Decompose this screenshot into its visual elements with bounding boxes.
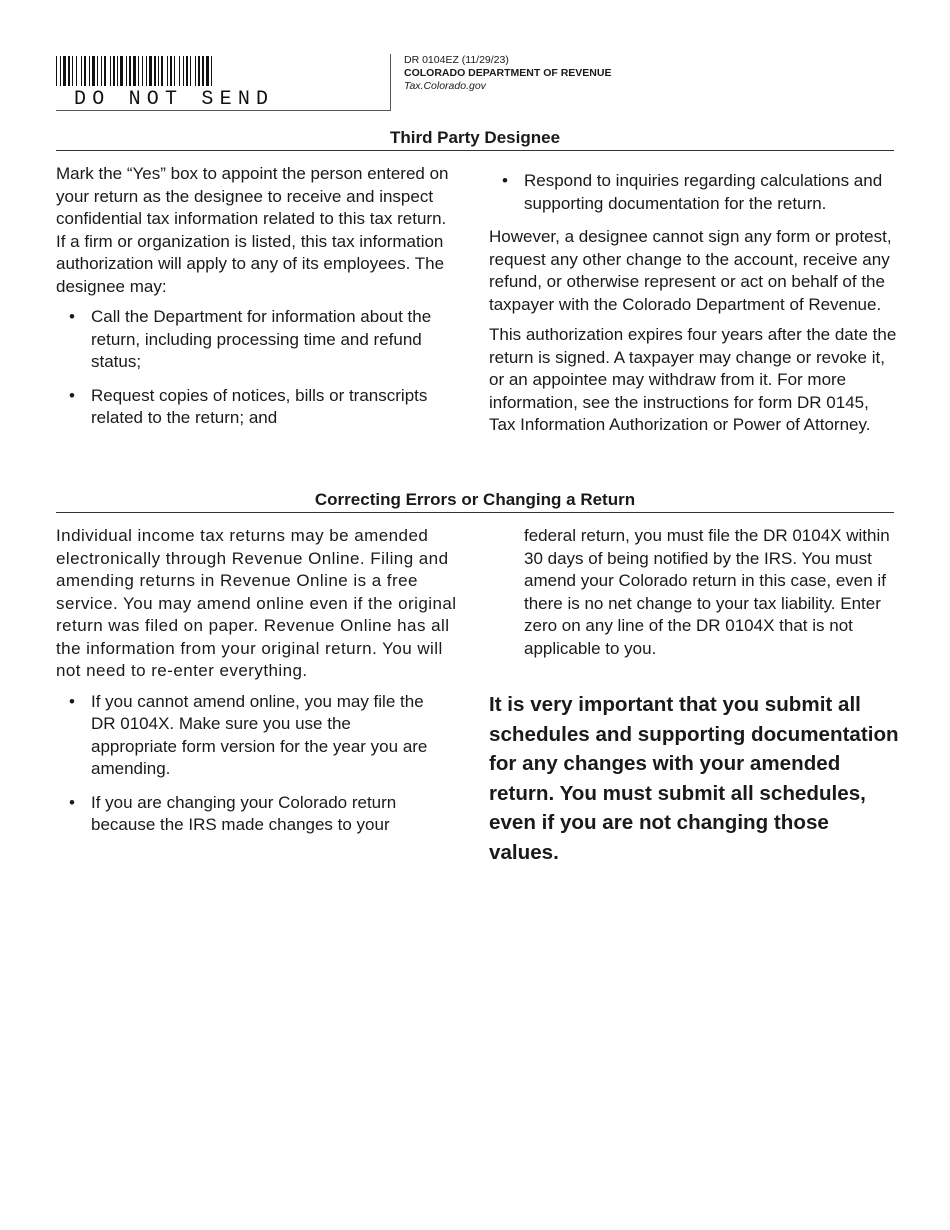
list-item: • If you are changing your Colorado return because the IRS made changes to your — [69, 792, 397, 834]
barcode-box — [56, 54, 391, 111]
form-id: DR 0104EZ (11/29/23) — [404, 54, 509, 66]
designee-limitations: However, a designee cannot sign any form or protest, request any other change to the account, receive any refund, or otherwise represent or act on behalf of the taxpayer with the Colorado Department of Revenue. — [489, 227, 892, 314]
website-link[interactable]: Tax.Colorado.gov — [404, 80, 486, 92]
important-notice: It is very important that you submit all schedules and supporting documentation for any changes with your amended return. You must submit all schedules, even if you are not changing those values. — [489, 693, 899, 864]
amend-bullet-list — [56, 691, 468, 837]
department-name: COLORADO DEPARTMENT OF REVENUE — [404, 67, 612, 79]
correcting-intro: Individual income tax returns may be amended electronically through Revenue Online. Filing and amending returns in Revenue Online is a free service. You may amend online even if the original return was filed on paper. Revenue Online has all the information from your original return. You will not need to re-enter everything. — [56, 526, 457, 680]
designee-bullet-list-continued — [489, 170, 899, 215]
third-party-right-column — [489, 170, 899, 445]
section-title-third-party: Third Party Designee — [389, 128, 561, 147]
do-not-send-label: DO NOT SEND — [74, 88, 275, 111]
third-party-left-column — [56, 163, 456, 441]
correcting-left-column — [56, 525, 468, 848]
barcode-graphic — [56, 54, 281, 88]
section-divider — [56, 512, 894, 513]
section-divider — [56, 150, 894, 151]
irs-changes-continued: federal return, you must file the DR 0104X within 30 days of being notified by the IRS. You must amend your Colorado return in this case, even if there is no net change to your tax liability. Enter zero on any line of the DR 0104X that is not applicable to you. — [524, 526, 890, 658]
list-item: • Respond to inquiries regarding calculations and supporting documentation for the return. — [502, 171, 883, 213]
section-title-correcting: Correcting Errors or Changing a Return — [314, 490, 636, 509]
list-item: • Request copies of notices, bills or transcripts related to the return; and — [69, 385, 428, 427]
form-header — [404, 54, 611, 93]
list-item: • If you cannot amend online, you may file the DR 0104X. Make sure you use the appropriate form version for the year you are amending. — [69, 691, 428, 778]
list-item: • Call the Department for information about the return, including processing time and refund status; — [69, 307, 432, 371]
third-party-intro: Mark the “Yes” box to appoint the person entered on your return as the designee to receive and inspect confidential tax information related to this tax return. If a firm or organization is listed, this tax information authorization will apply to any of its employees. The designee may: — [56, 164, 449, 296]
bullet-icon: • — [69, 385, 75, 405]
bullet-icon: • — [69, 307, 75, 326]
bullet-icon: • — [69, 792, 75, 812]
bullet-icon: • — [69, 691, 75, 711]
designee-bullet-list — [56, 306, 456, 430]
authorization-expiry: This authorization expires four years after the date the return is signed. A taxpayer may change or revoke it, or an appointee may withdraw from it. For more information, see the instructions for form DR 0145, Tax Information Authorization or Power of Attorney. — [489, 325, 897, 434]
correcting-right-column — [489, 525, 899, 660]
bullet-icon: • — [502, 171, 508, 190]
